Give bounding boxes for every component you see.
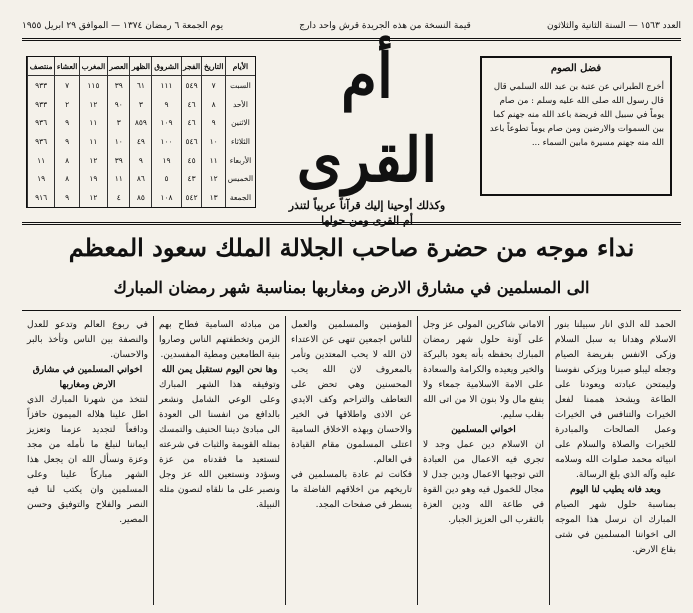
- times-cell: ٩: [55, 132, 80, 151]
- times-header-cell: المغرب: [79, 57, 107, 76]
- column-text-continued: وتوفيقه هذا الشهر المبارك وعلى الوعي الشامل ونشعر بالدافع من انفسنا الى العودة الى مبادئ ديننا الحنيف والتمسك بمثله القويمة والثبات في شرعته لنستعيد ما فقدناه من عزة وسؤدد ونستعين الله عز وجل ونصبر على ما نلقاه لنصون مثله النبيلة.: [159, 380, 280, 510]
- column-text-continued: فكانت ثم عادة بالمسلمين في تاريخهم من اخلاقهم الفاضلة ما يسطر في صفحات المجد.: [291, 470, 412, 510]
- times-cell: ٩: [152, 95, 181, 114]
- column-subheading: اخواني المسلمين: [451, 425, 516, 435]
- times-cell: السبت: [225, 76, 255, 95]
- times-cell: الجمعة: [225, 188, 255, 207]
- column-text: من مبادئه السامية فطاح بهم الزمن وتخطفتهم الناس وصاروا بنية الطامعين ومطية المفسدين.: [159, 320, 280, 360]
- times-cell: الأحد: [225, 95, 255, 114]
- hadith-text: أخرج الطبراني عن عتبة بن عبد الله السلمي قال قال رسول الله صلى الله عليه وسلم : من صام يوماً في سبيل الله فريضة باعد الله منه جهنم كما بين السموات والارضين ومن صام يوماً تطوعاً باعد الله منه جهنم مسيرة مابين السماء ...: [489, 82, 664, 148]
- column-text: المؤمنين والمسلمين والعمل للناس اجمعين تنهى عن الاعتداء لان الله لا يحب المعتدين وتأمر بالمعروف لان الله يحب المحسنين وهي تحض على التعاطف والتراحم وكف الايدي عن الاذى واطلاقها في الخير والاحسان وبهذه الاخلاق السامية اعتلى المسلمون مقام القيادة في العالم.: [291, 320, 412, 465]
- column-text: الحمد لله الذي انار سبيلنا بنور الاسلام وهدانا به سبل السلام وزكى الانفس بفريضة الصيام وجعله ليبلو صبرنا ويزكي نفوسنا وليمتحن عبادته ويعودنا على الطاعة ويشحذ هممنا لفعل الخيرات والتنافس في الخيرات وعمل الصالحات والمبادرة للخيرات والصلاة والسلام على انبيائه محمد صلوات الله وسلامه عليه وآله الذي بلغ الرسالة.: [555, 320, 676, 480]
- times-cell: ٨٥٩: [130, 113, 152, 132]
- times-header-cell: الظهر: [130, 57, 152, 76]
- times-cell: ٨: [55, 151, 80, 170]
- times-cell: ١٢: [79, 95, 107, 114]
- times-row: [28, 188, 256, 207]
- column-text-continued: ان الاسلام دين عمل وجد لا تجري فيه الاعمال من العبادة التي توجبها الاعمال ودين جدل لا مجال للخمول فيه وهو دين القوة في طاعة الله ودين العزة بالتقرب الى العزيز الجبار.: [423, 440, 544, 525]
- times-cell: ١١: [107, 170, 129, 189]
- times-cell: ٤٦: [181, 113, 202, 132]
- times-cell: ٤٣: [181, 170, 202, 189]
- times-header-cell: الفجر: [181, 57, 202, 76]
- times-cell: ١١: [79, 132, 107, 151]
- times-cell: ١١٥: [79, 76, 107, 95]
- headline-rule: [22, 310, 681, 311]
- times-row: [28, 151, 256, 170]
- times-cell: ٥٤٦: [181, 132, 202, 151]
- times-cell: ٣: [130, 95, 152, 114]
- times-cell: الاثنين: [225, 113, 255, 132]
- times-cell: الأربعاء: [225, 151, 255, 170]
- times-cell: ١٩: [152, 151, 181, 170]
- times-cell: ١٠٨: [152, 188, 181, 207]
- times-cell: ٤٥: [181, 151, 202, 170]
- main-headline: نداء موجه من حضرة صاحب الجلالة الملك سعود المعظم: [68, 233, 635, 262]
- times-cell: ٩٣٣: [28, 76, 55, 95]
- times-cell: ٩٣٦: [28, 132, 55, 151]
- times-cell: ١٠: [202, 132, 225, 151]
- times-cell: ٨٥: [130, 188, 152, 207]
- column-text: الاماني شاكرين المولى عز وجل على آونة حلول شهر رمضان المبارك بحفظه بأنه يعود بالبركة والخير ويعيده والكرامة والسعادة على الامة الاسلامية جمعاء ولا ينفع مال ولا بنون الا من اتى الله بقلب سليم.: [423, 320, 544, 420]
- times-header-cell: الأيام: [225, 57, 255, 76]
- times-header-cell: الشروق: [152, 57, 181, 76]
- times-cell: ٥: [152, 170, 181, 189]
- times-cell: ٩٣٦: [28, 113, 55, 132]
- article-column-2: [417, 316, 549, 605]
- times-cell: ١١١: [152, 76, 181, 95]
- prayer-times-table: [26, 56, 256, 208]
- times-cell: ٩١٦: [28, 188, 55, 207]
- article-columns: [22, 316, 681, 605]
- times-cell: ١١: [202, 151, 225, 170]
- times-cell: ٩٠: [107, 95, 129, 114]
- times-cell: ٩: [55, 188, 80, 207]
- times-row: [28, 95, 256, 114]
- times-cell: ١٢: [79, 188, 107, 207]
- price-note: قيمة النسخة من هذه الجريدة قرش واحد دارج: [299, 21, 471, 31]
- times-row: [28, 113, 256, 132]
- times-cell: ٥٤٩: [181, 76, 202, 95]
- times-cell: ٣٩: [107, 76, 129, 95]
- times-cell: ١٩: [79, 170, 107, 189]
- times-cell: الثلاثاء: [225, 132, 255, 151]
- masthead: [262, 38, 472, 227]
- times-cell: ٤: [107, 188, 129, 207]
- times-row: [28, 132, 256, 151]
- times-cell: ٥٤٢: [181, 188, 202, 207]
- newspaper-logo: أم القرى: [296, 40, 438, 196]
- times-cell: ٣: [107, 113, 129, 132]
- times-cell: ٢: [55, 95, 80, 114]
- column-subheading: وها نحن اليوم نستقبل يمن الله: [161, 365, 278, 375]
- times-cell: ٧: [202, 76, 225, 95]
- times-cell: ٩٣٣: [28, 95, 55, 114]
- times-cell: ١٣: [202, 188, 225, 207]
- article-column-5: [22, 316, 153, 605]
- times-cell: ٤٦: [181, 95, 202, 114]
- top-info-bar: [22, 18, 681, 34]
- times-cell: ٩: [55, 113, 80, 132]
- times-cell: ٨٦: [130, 170, 152, 189]
- motto-line-2: أم القرى ومن حولها: [321, 214, 413, 227]
- column-subheading: اخواني المسلمين في مشارق الارض ومغاربها: [32, 365, 143, 390]
- times-cell: ١٠٠: [152, 132, 181, 151]
- times-cell: ١١: [28, 151, 55, 170]
- times-header-cell: العشاء: [55, 57, 80, 76]
- times-cell: ١٢: [79, 151, 107, 170]
- masthead-rule: [22, 222, 681, 225]
- issue-number: العدد ١٥٦٣ — السنة الثانية والثلاثون: [547, 21, 681, 31]
- times-cell: ١٠٩: [152, 113, 181, 132]
- times-cell: الخميس: [225, 170, 255, 189]
- times-cell: ٨: [202, 95, 225, 114]
- column-text-continued: لنتخذ من شهرنا المبارك الذي اطل علينا هلاله الميمون حافزاً ودافعاً لتجديد عزمنا وتعزيز ايماننا لنبلغ ما نأمله من مجد وعزة ونسأل الله ان يجعل هذا الشهر مباركاً علينا وعلى المسلمين وان يكتب لنا فيه النصر والفلاح والتوفيق وحسن المصير.: [27, 395, 148, 525]
- times-header-cell: منتصف: [28, 57, 55, 76]
- column-text: في ربوع العالم وتدعو للعدل والنصفة بين الناس وتأخذ بالبر والاحسان.: [27, 320, 148, 360]
- times-cell: ٦١: [130, 76, 152, 95]
- times-header-cell: التاريخ: [202, 57, 225, 76]
- article-column-3: [285, 316, 417, 605]
- issue-date: يوم الجمعة ٦ رمضان ١٣٧٤ — الموافق ٢٩ ابريل ١٩٥٥: [22, 21, 224, 31]
- article-column-4: [153, 316, 285, 605]
- times-row: [28, 76, 256, 95]
- times-cell: ٤٩: [130, 132, 152, 151]
- times-cell: ١٩: [28, 170, 55, 189]
- article-column-1: [549, 316, 681, 605]
- times-cell: ١٠: [107, 132, 129, 151]
- times-cell: ٩: [130, 151, 152, 170]
- times-cell: ٣٩: [107, 151, 129, 170]
- hadith-title: فضل الصوم: [550, 63, 602, 74]
- times-cell: ٨: [55, 170, 80, 189]
- sub-headline: الى المسلمين في مشارق الارض ومغاربها بمناسبة شهر رمضان المبارك: [113, 278, 590, 297]
- times-cell: ٧: [55, 76, 80, 95]
- times-cell: ١١: [79, 113, 107, 132]
- times-header-cell: العصر: [107, 57, 129, 76]
- times-row: [28, 170, 256, 189]
- hadith-box: [480, 56, 672, 196]
- column-subheading: وبعد فانه يطيب لنا اليوم: [570, 485, 661, 495]
- motto-line-1: وكذلك أوحينا إليك قرآناً عربياً لتنذر: [288, 199, 446, 212]
- times-cell: ١٢: [202, 170, 225, 189]
- column-text-continued: بمناسبة حلول شهر الصيام المبارك ان نرسل هذا الموجه الى اخواننا المسلمين في شتى بقاع الارض.: [555, 500, 676, 555]
- times-cell: ٩: [202, 113, 225, 132]
